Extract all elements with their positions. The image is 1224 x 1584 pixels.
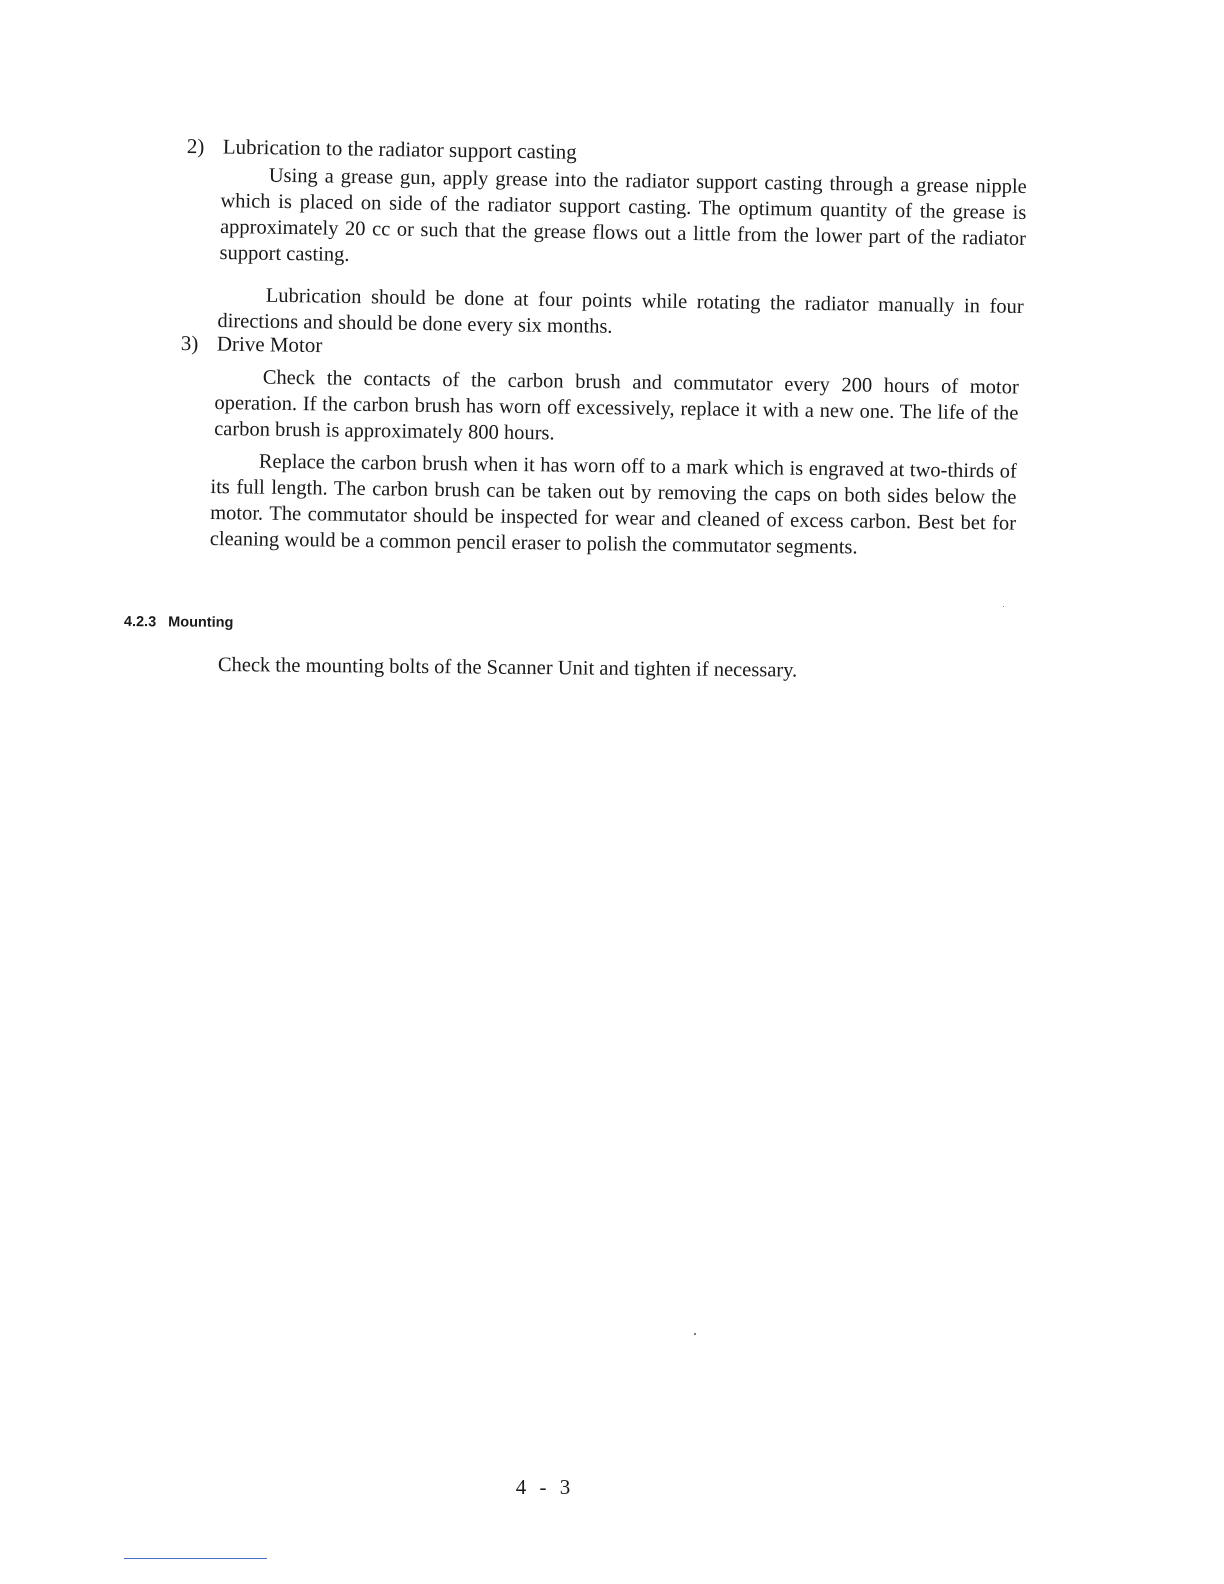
- item-3-heading: [181, 330, 323, 358]
- scan-speck: [1003, 606, 1004, 607]
- section-4-2-3-text: Check the mounting bolts of the Scanner Unit and tighten if necessary.: [217, 653, 798, 682]
- item-2-heading: [187, 133, 577, 165]
- section-number: 4.2.3: [123, 614, 157, 631]
- scan-speck: [694, 1333, 696, 1335]
- item-3-paragraph-2: Replace the carbon brush when it has worn off to a mark which is engraved at two-thirds of its full length. The carbon brush can be taken out by removing the caps on both sides below the motor. The commutator should be inspected for wear and cleaned of excess carbon. Best bet for cleaning would be a common pencil eraser to polish the commutator segments.: [209, 450, 1017, 559]
- item-3-paragraph-1: Check the contacts of the carbon brush and commutator every 200 hours of motor operation. If the carbon brush has worn off excessively, replace it with a new one. The life of the carbon brush is approximately 800 hours.: [214, 366, 1019, 445]
- item-2-paragraph-2: Lubrication should be done at four points while rotating the radiator manually in four directions and should be done every six months.: [217, 284, 1024, 338]
- footer-rule: [124, 1558, 267, 1559]
- item-2-title: Lubrication to the radiator support casting: [222, 134, 577, 164]
- item-3-number: 3): [180, 330, 199, 356]
- section-4-2-3-heading: [124, 614, 234, 631]
- item-2-number: 2): [186, 133, 205, 159]
- item-3-title: Drive Motor: [216, 331, 323, 358]
- page-number: 4 - 3: [515, 1475, 575, 1499]
- section-title: Mounting: [168, 614, 234, 631]
- item-2-paragraph-1: Using a grease gun, apply grease into the radiator support casting through a grease nipple which is placed on side of the radiator support casting. The optimum quantity of the grease is approximately 20 cc or such that the grease flows out a little from the lower part of the radiator support casting.: [219, 164, 1027, 266]
